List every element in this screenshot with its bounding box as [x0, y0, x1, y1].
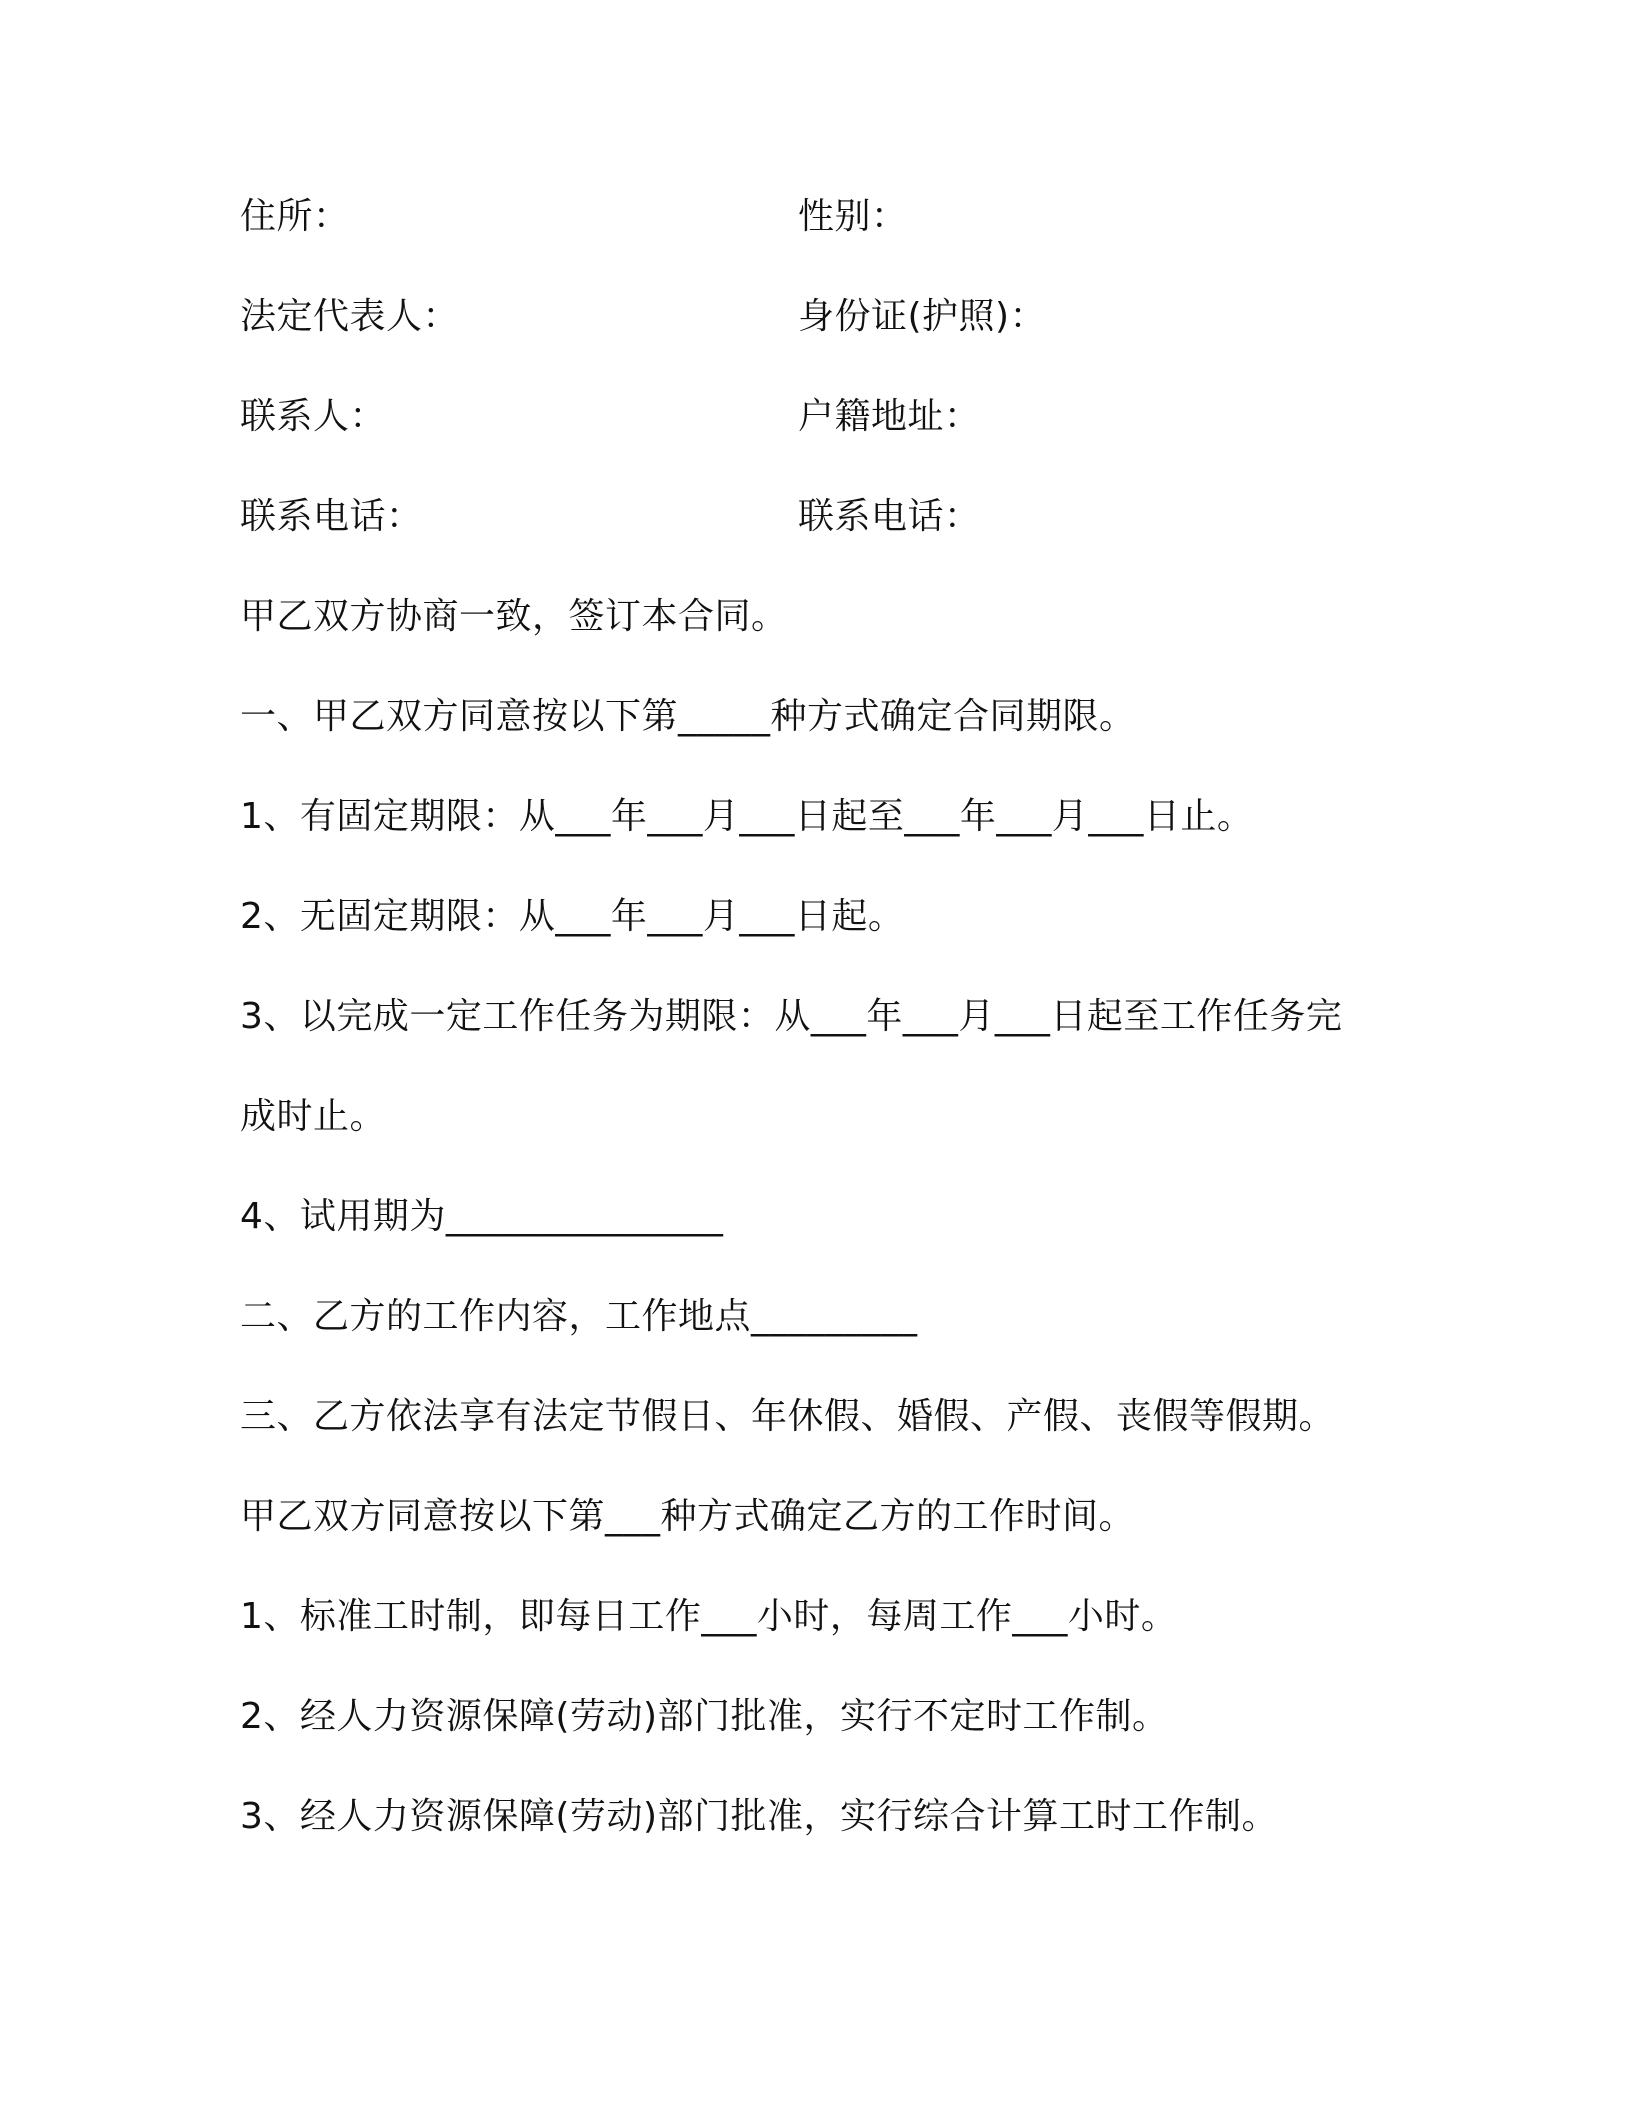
paragraph-task-term-cont: 成时止。 — [240, 1096, 387, 1137]
field-contact-phone-left: 联系电话： — [240, 496, 423, 537]
paragraph-probation: 4、试用期为_______________ — [240, 1196, 724, 1237]
paragraph-work-time: 甲乙双方同意按以下第___种方式确定乙方的工作时间。 — [240, 1496, 1136, 1537]
paragraph-section-1-term: 一、甲乙双方同意按以下第_____种方式确定合同期限。 — [240, 696, 1136, 737]
paragraph-comprehensive-hours: 3、经人力资源保障(劳动)部门批准，实行综合计算工时工作制。 — [240, 1796, 1278, 1837]
paragraph-standard-hours: 1、标准工时制，即每日工作___小时，每周工作___小时。 — [240, 1596, 1178, 1637]
field-id-passport: 身份证(护照)： — [798, 296, 1047, 337]
paragraph-task-term: 3、以完成一定工作任务为期限：从___年___月___日起至工作任务完 — [240, 996, 1343, 1037]
field-household-address: 户籍地址： — [798, 396, 981, 437]
paragraph-section-3-leave: 三、乙方依法享有法定节假日、年休假、婚假、产假、丧假等假期。 — [240, 1396, 1336, 1437]
paragraph-open-term: 2、无固定期限：从___年___月___日起。 — [240, 896, 905, 937]
field-legal-representative: 法定代表人： — [240, 296, 460, 337]
paragraph-flexible-hours: 2、经人力资源保障(劳动)部门批准，实行不定时工作制。 — [240, 1696, 1169, 1737]
paragraph-fixed-term: 1、有固定期限：从___年___月___日起至___年___月___日止。 — [240, 796, 1254, 837]
field-contact-person: 联系人： — [240, 396, 387, 437]
paragraph-section-2-work: 二、乙方的工作内容，工作地点_________ — [240, 1296, 918, 1337]
field-gender: 性别： — [798, 196, 908, 237]
field-residence: 住所： — [240, 196, 350, 237]
field-contact-phone-right: 联系电话： — [798, 496, 981, 537]
paragraph-agreement: 甲乙双方协商一致，签订本合同。 — [240, 596, 788, 637]
